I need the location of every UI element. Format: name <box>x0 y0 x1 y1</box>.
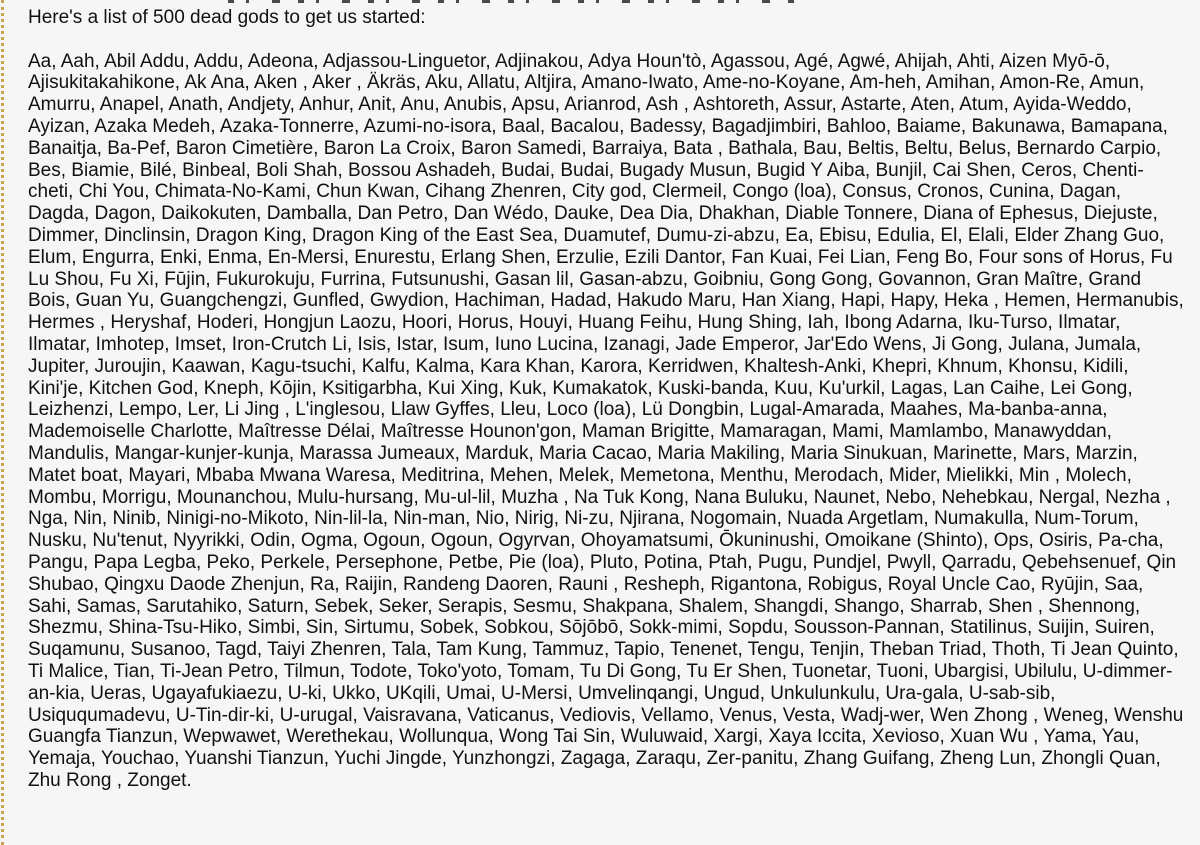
intro-text: Here's a list of 500 dead gods to get us started: <box>28 7 426 28</box>
cutoff-text-remnant <box>228 0 803 3</box>
god-list-text: Aa, Aah, Abil Addu, Addu, Adeona, Adjassou-Linguetor, Adjinakou, Adya Houn'tò, Agassou, Agé, Agwé, Ahijah, Ahti, Aizen Myō-ō, Ajisukitakahikone, Ak Ana, Aken , Aker , Äkräs, Aku, Allatu, Altjira, Amano-Iwato, Ame-no-Koyane, Am-heh, Amihan, Amon-Re, Amun, Amurru, Anapel, Anath, Andjety, Anhur, Anit, Anu, Anubis, Apsu, Arianrod, Ash , Ashtoreth, Assur, Astarte, Aten, Atum, Ayida-Weddo, Ayizan, Azaka Medeh, Azaka-Tonnerre, Azumi-no-isora, Baal, Bacalou, Badessy, Bagadjimbiri, Bahloo, Baiame, Bakunawa, Bamapana, Banaitja, Ba-Pef, Baron Cimetière, Baron La Croix, Baron Samedi, Barraiya, Bata , Bathala, Bau, Beltis, Beltu, Belus, Bernardo Carpio, Bes, Biamie, Bilé, Binbeal, Boli Shah, Bossou Ashadeh, Budai, Budai, Bugady Musun, Bugid Y Aiba, Bunjil, Cai Shen, Ceros, Chenti-cheti, Chi You, Chimata-No-Kami, Chun Kwan, Cihang Zhenren, City god, Clermeil, Congo (loa), Consus, Cronos, Cunina, Dagan, Dagda, Dagon, Daikokuten, Damballa, Dan Petro, Dan Wédo, Dauke, Dea Dia, Dhakhan, Diable Tonnere, Diana of Ephesus, Diejuste, Dimmer, Dinclinsin, Dragon King, Dragon King of the East Sea, Duamutef, Dumu-zi-abzu, Ea, Ebisu, Edulia, El, Elali, Elder Zhang Guo, Elum, Engurra, Enki, Enma, En-Mersi, Enurestu, Erlang Shen, Erzulie, Ezili Dantor, Fan Kuai, Fei Lian, Feng Bo, Four sons of Horus, Fu Lu Shou, Fu Xi, Fūjin, Fukurokuju, Furrina, Futsunushi, Gasan lil, Gasan-abzu, Goibniu, Gong Gong, Govannon, Gran Maître, Grand Bois, Guan Yu, Guangchengzi, Gunfled, Gwydion, Hachiman, Hadad, Hakudo Maru, Han Xiang, Hapi, Hapy, Heka , Hemen, Hermanubis, Hermes , Heryshaf, Hoderi, Hongjun Laozu, Hoori, Horus, Houyi, Huang Feihu, Hung Shing, Iah, Ibong Adarna, Iku-Turso, Ilmatar, Ilmatar, Imhotep, Imset, Iron-Crutch Li, Isis, Istar, Isum, Iuno Lucina, Izanagi, Jade Emperor, Jar'Edo Wens, Ji Gong, Julana, Jumala, Jupiter, Juroujin, Kaawan, Kagu-tsuchi, Kalfu, Kalma, Kara Khan, Karora, Kerridwen, Khaltesh-Anki, Khepri, Khnum, Khonsu, Kidili, Kini'je, Kitchen God, Kneph, Kōjin, Ksitigarbha, Kui Xing, Kuk, Kumakatok, Kuski-banda, Kuu, Ku'urkil, Lagas, Lan Caihe, Lei Gong, Leizhenzi, Lempo, Ler, Li Jing , L'inglesou, Llaw Gyffes, Lleu, Loco (loa), Lü Dongbin, Lugal-Amarada, Maahes, Ma-banba-anna, Mademoiselle Charlotte, Maîtresse Délai, Maîtresse Hounon'gon, Maman Brigitte, Mamaragan, Mami, Mamlambo, Manawyddan, Mandulis, Mangar-kunjer-kunja, Marassa Jumeaux, Marduk, Maria Cacao, Maria Makiling, Maria Sinukuan, Marinette, Mars, Marzin, Matet boat, Mayari, Mbaba Mwana Waresa, Meditrina, Mehen, Melek, Memetona, Menthu, Merodach, Mider, Mielikki, Min , Molech, Mombu, Morrigu, Mounanchou, Mulu-hursang, Mu-ul-lil, Muzha , Na Tuk Kong, Nana Buluku, Naunet, Nebo, Nehebkau, Nergal, Nezha , Nga, Nin, Ninib, Ninigi-no-Mikoto, Nin-lil-la, Nin-man, Nio, Nirig, Ni-zu, Njirana, Nogomain, Nuada Argetlam, Numakulla, Num-Torum, Nusku, Nu'tenut, Nyyrikki, Odin, Ogma, Ogoun, Ogoun, Ogyrvan, Ohoyamatsumi, Ōkuninushi, Omoikane (Shinto), Ops, Osiris, Pa-cha, Pangu, Papa Legba, Peko, Perkele, Persephone, Petbe, Pie (loa), Pluto, Potina, Ptah, Pugu, Pundjel, Pwyll, Qarradu, Qebehsenuef, Qin Shubao, Qingxu Daode Zhenjun, Ra, Raijin, Randeng Daoren, Rauni , Resheph, Rigantona, Robigus, Royal Uncle Cao, Ryūjin, Saa, Sahi, Samas, Sarutahiko, Saturn, Sebek, Seker, Serapis, Sesmu, Shakpana, Shalem, Shangdi, Shango, Sharrab, Shen , Shennong, Shezmu, Shina-Tsu-Hiko, Simbi, Sin, Sirtumu, Sobek, Sobkou, Sōjōbō, Sokk-mimi, Sopdu, Sousson-Pannan, Statilinus, Suijin, Suiren, Suqamunu, Susanoo, Tagd, Taiyi Zhenren, Tala, Tam Kung, Tammuz, Tapio, Tenenet, Tengu, Tenjin, Theban Triad, Thoth, Ti Jean Quinto, Ti Malice, Tian, Ti-Jean Petro, Tilmun, Todote, Toko'yoto, Tomam, Tu Di Gong, Tu Er Shen, Tuonetar, Tuoni, Ubargisi, Ubilulu, U-dimmer-an-kia, Ueras, Ugayafukiaezu, U-ki, Ukko, UKqili, Umai, U-Mersi, Umvelinqangi, Ungud, Unkulunkulu, Ura-gala, U-sab-sib, Usiququmadevu, U-Tin-dir-ki, U-urugal, Vaisravana, Vaticanus, Vediovis, Vellamo, Venus, Vesta, Wadj-wer, Wen Zhong , Weneg, Wenshu Guangfa Tianzun, Wepwawet, Werethekau, Wollunqua, Wong Tai Sin, Wuluwaid, Xargi, Xaya Iccita, Xevioso, Xuan Wu , Yama, Yau, Yemaja, Youchao, Yuanshi Tianzun, Yuchi Jingde, Yunzhongzi, Zagaga, Zaraqu, Zer-panitu, Zhang Guifang, Zheng Lun, Zhongli Quan, Zhu Rong , Zonget. <box>28 50 1184 791</box>
quote-left-border <box>1 0 4 845</box>
message-body <box>28 7 1186 792</box>
